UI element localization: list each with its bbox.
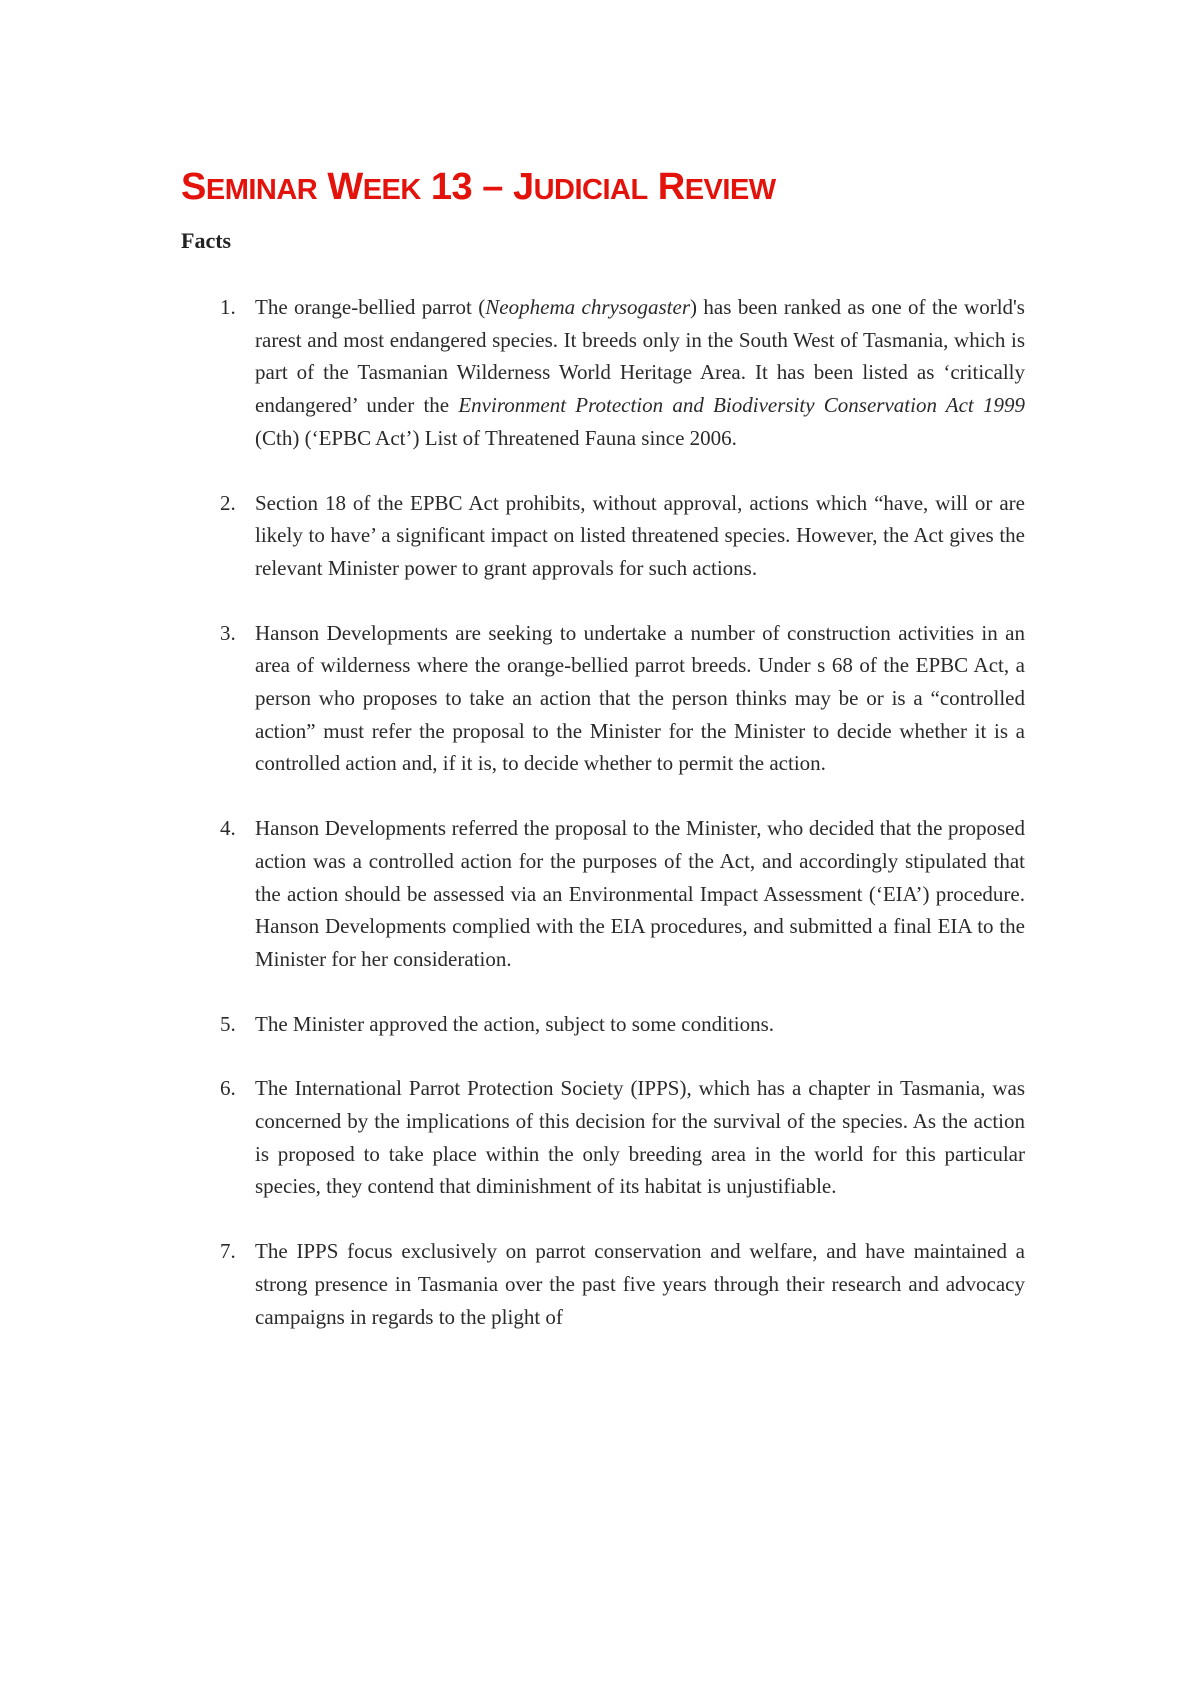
fact-item [210,1072,1025,1203]
page-title: SEMINAR WEEK 13 – JUDICIAL REVIEW [181,166,776,208]
section-heading: Facts [181,228,232,253]
fact-item [210,1008,1025,1041]
fact-text: The International Parrot Protection Society (IPPS), which has a chapter in Tasmania, was concerned by the implications of this decision for the survival of the species. As the action is proposed to take place within the only breeding area in the world for this particular species, they contend that diminishment of its habitat is unjustifiable. [255,1076,1025,1199]
fact-item: 1. The orange-bellied parrot (Neophema chrysogaster) has been ranked as one of the world's rarest and most endangered species. It breeds only in the South West of Tasmania, which is part of the Tasmanian Wilderness World Heritage Area. It has been listed as ‘critically endangered’ under the Environment Protection and Biodiversity Conservation Act 1999 (Cth) (‘EPBC Act’) List of Threatened Fauna since 2006. [210,291,1025,455]
fact-number: 4. [220,816,236,841]
fact-text: Section 18 of the EPBC Act prohibits, without approval, actions which “have, will or are likely to have’ a significant impact on listed threatened species. However, the Act gives the relevant Minister power to grant approvals for such actions. [255,490,1025,580]
fact-item [210,487,1025,585]
fact-text: The IPPS focus exclusively on parrot conservation and welfare, and have maintained a strong presence in Tasmania over the past five years through their research and advocacy campaigns in regards to the plight of [255,1239,1025,1329]
fact-item [210,1235,1025,1333]
fact-item [210,617,1025,781]
fact-number: 1. [220,295,236,319]
fact-text: Hanson Developments are seeking to undertake a number of construction activities in an area of wilderness where the orange-bellied parrot breeds. Under s 68 of the EPBC Act, a person who proposes to take an action that the person thinks may be or is a “controlled action” must refer the proposal to the Minister for the Minister to decide whether it is a controlled action and, if it is, to decide whether to permit the action. [255,620,1025,776]
fact-number: 3. [220,620,236,645]
fact-number: 6. [220,1076,236,1101]
fact-number: 5. [220,1011,236,1036]
fact-text: Hanson Developments referred the proposal to the Minister, who decided that the proposed action was a controlled action for the purposes of the Act, and accordingly stipulated that the action should be assessed via an Environmental Impact Assessment (‘EIA’) procedure. Hanson Developments complied with the EIA procedures, and submitted a final EIA to the Minister for her consideration. [255,816,1025,971]
fact-text: The Minister approved the action, subject to some conditions. [255,1011,775,1036]
fact-number: 7. [220,1239,236,1264]
facts-list [210,291,1025,1365]
fact-item [210,812,1025,976]
fact-number: 2. [220,490,236,515]
